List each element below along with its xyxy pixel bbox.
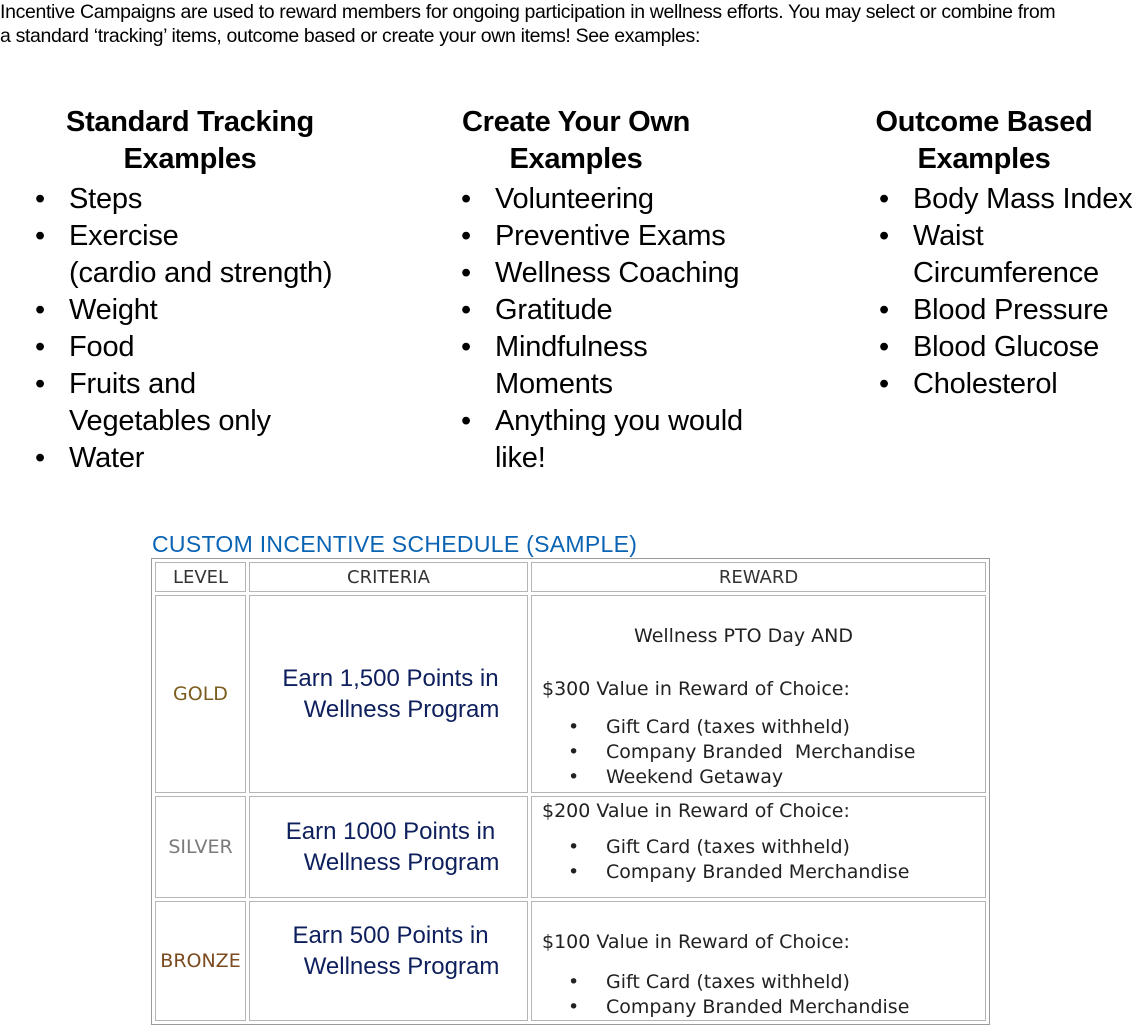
- reward-list: [542, 835, 985, 885]
- list-item: • Company Branded Merchandise: [568, 861, 910, 883]
- list-item: • Weight: [30, 292, 350, 329]
- list-item: • Preventive Exams: [456, 218, 776, 255]
- bullet-icon: •: [879, 368, 889, 400]
- bullet-icon: •: [879, 183, 889, 215]
- schedule-title: CUSTOM INCENTIVE SCHEDULE (SAMPLE): [152, 531, 638, 557]
- bullet-icon: •: [568, 996, 580, 1018]
- bullet-icon: •: [461, 294, 471, 326]
- bullet-icon: •: [568, 861, 580, 883]
- header-level: LEVEL: [155, 562, 246, 592]
- list-item: • Gratitude: [456, 292, 776, 329]
- reward-value: $200 Value in Reward of Choice:: [542, 800, 850, 822]
- reward-silver: [531, 796, 986, 898]
- reward-bronze: [531, 901, 986, 1021]
- example-list: [874, 181, 1140, 403]
- list-item: • Gift Card (taxes withheld): [568, 836, 850, 858]
- column-title: Outcome Based Examples: [875, 106, 1093, 175]
- list-item: • Volunteering: [456, 181, 776, 218]
- bullet-icon: •: [35, 220, 45, 252]
- bullet-icon: •: [35, 294, 45, 326]
- bullet-icon: •: [461, 220, 471, 252]
- criteria-bronze: Earn 500 Points in Wellness Program: [249, 901, 528, 1021]
- list-item: • Anything you would like!: [456, 403, 776, 477]
- reward-gold: [531, 595, 986, 793]
- criteria-gold: Earn 1,500 Points in Wellness Program: [249, 595, 528, 793]
- reward-value: $300 Value in Reward of Choice:: [542, 678, 850, 700]
- bullet-icon: •: [879, 331, 889, 363]
- create-your-own-column: [456, 104, 776, 477]
- level-silver: SILVER: [155, 796, 246, 898]
- list-item: • Company Branded Merchandise: [568, 996, 910, 1018]
- list-item: • Steps: [30, 181, 350, 218]
- bullet-icon: •: [35, 368, 45, 400]
- criteria-silver: Earn 1000 Points in Wellness Program: [249, 796, 528, 898]
- column-title: Create Your Own Examples: [461, 106, 691, 175]
- bullet-icon: •: [879, 294, 889, 326]
- list-item: • Water: [30, 440, 350, 477]
- bullet-icon: •: [461, 183, 471, 215]
- intro-line: Incentive Campaigns are used to reward members for ongoing participation in wellness efforts. You may select or combine from: [0, 1, 1056, 23]
- list-item: • Company Branded Merchandise: [568, 741, 916, 763]
- incentive-schedule-table: [151, 558, 990, 1025]
- header-reward: REWARD: [531, 562, 986, 592]
- list-item: • Wellness Coaching: [456, 255, 776, 292]
- table-row-gold: [155, 595, 986, 793]
- list-item: • Mindfulness Moments: [456, 329, 776, 403]
- bullet-icon: •: [35, 331, 45, 363]
- bullet-icon: •: [461, 331, 471, 363]
- example-list: [456, 181, 776, 477]
- bullet-icon: •: [568, 971, 580, 993]
- list-item: • Weekend Getaway: [568, 766, 784, 788]
- bullet-icon: •: [568, 836, 580, 858]
- list-item: • Exercise (cardio and strength): [30, 218, 350, 292]
- list-item: • Blood Pressure: [874, 292, 1140, 329]
- outcome-based-column: [874, 104, 1140, 403]
- intro-paragraph: [0, 0, 1140, 48]
- list-item: • Gift Card (taxes withheld): [568, 716, 850, 738]
- bullet-icon: •: [568, 741, 580, 763]
- bullet-icon: •: [35, 183, 45, 215]
- standard-tracking-column: [30, 104, 350, 477]
- list-item: • Cholesterol: [874, 366, 1140, 403]
- list-item: • Fruits and Vegetables only: [30, 366, 350, 440]
- bullet-icon: •: [461, 405, 471, 437]
- list-item: • Gift Card (taxes withheld): [568, 971, 850, 993]
- table-header-row: [155, 562, 986, 592]
- bullet-icon: •: [35, 442, 45, 474]
- intro-line: a standard ‘tracking’ items, outcome based or create your own items! See examples:: [0, 25, 701, 47]
- reward-value: $100 Value in Reward of Choice:: [542, 931, 850, 953]
- column-title: Standard Tracking Examples: [66, 106, 314, 175]
- reward-intro: Wellness PTO Day AND: [634, 625, 853, 647]
- level-bronze: BRONZE: [155, 901, 246, 1021]
- reward-list: [542, 715, 985, 790]
- list-item: • Waist Circumference: [874, 218, 1140, 292]
- bullet-icon: •: [568, 716, 580, 738]
- reward-list: [542, 970, 985, 1020]
- list-item: • Blood Glucose: [874, 329, 1140, 366]
- level-gold: GOLD: [155, 595, 246, 793]
- bullet-icon: •: [461, 257, 471, 289]
- bullet-icon: •: [568, 766, 580, 788]
- list-item: • Food: [30, 329, 350, 366]
- bullet-icon: •: [879, 220, 889, 252]
- list-item: • Body Mass Index: [874, 181, 1140, 218]
- table-row-bronze: [155, 901, 986, 1021]
- table-row-silver: [155, 796, 986, 898]
- header-criteria: CRITERIA: [249, 562, 528, 592]
- example-list: [30, 181, 350, 477]
